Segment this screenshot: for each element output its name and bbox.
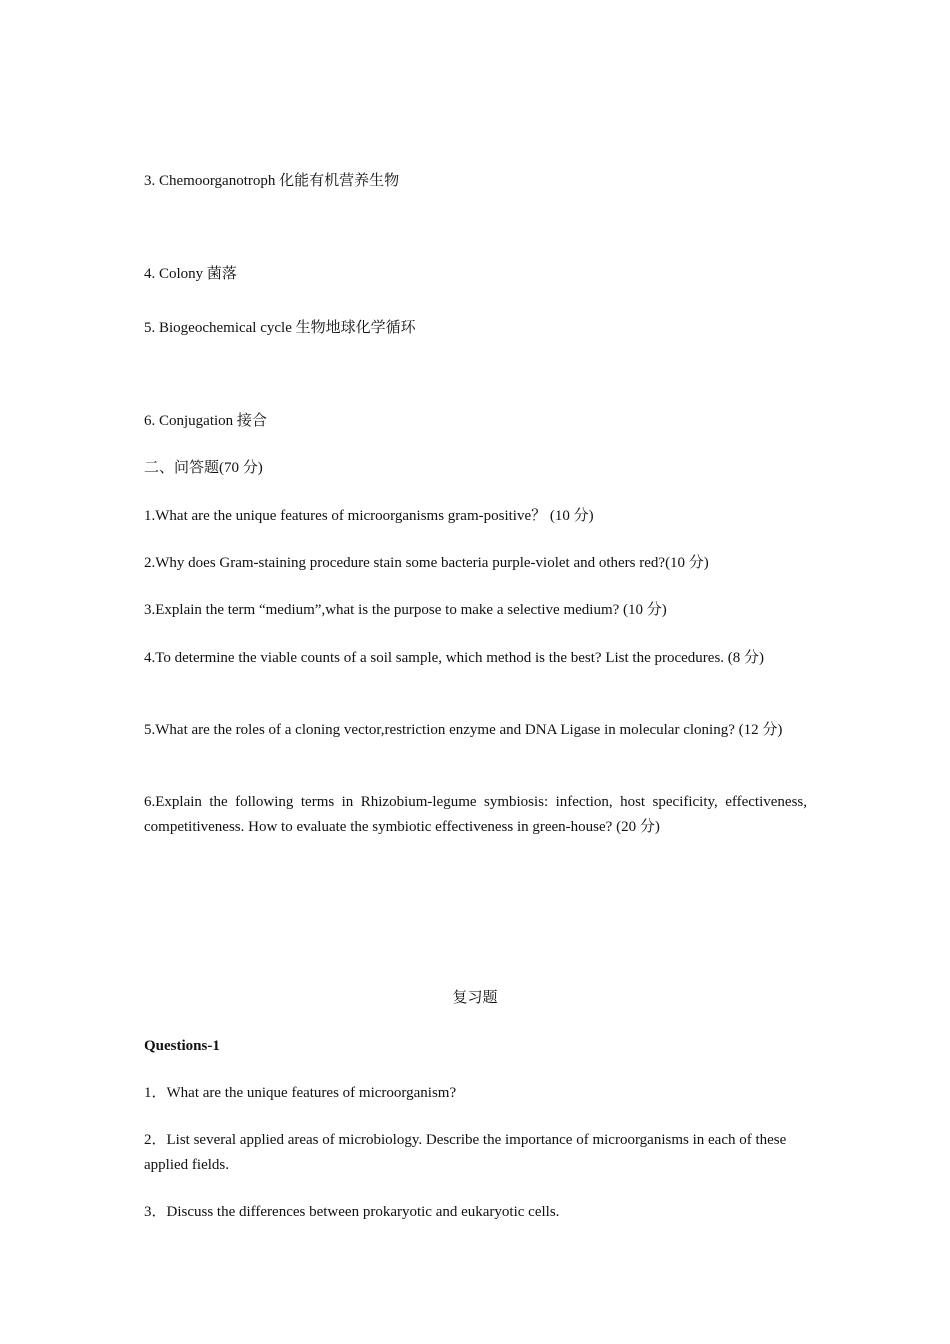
question-3: 3.Explain the term “medium”,what is the purpose to make a selective medium? (10 分) (144, 602, 667, 618)
question-1: 1.What are the unique features of microorganisms gram-positive？ (10 分) (144, 508, 594, 524)
section-heading-questions: 二、问答题(70 分) (144, 460, 263, 476)
review-subtitle: Questions-1 (144, 1038, 220, 1054)
term-conjugation: 6. Conjugation 接合 (144, 413, 267, 429)
question-2: 2.Why does Gram-staining procedure stain some bacteria purple-violet and others red?(10 分) (144, 555, 709, 571)
review-question-2: 2．List several applied areas of microbiology. Describe the importance of microorganisms in each of these applied fields. (144, 1132, 787, 1173)
review-title: 复习题 (452, 990, 498, 1006)
term-chemoorganotroph: 3. Chemoorganotroph 化能有机营养生物 (144, 173, 400, 189)
question-6: 6.Explain the following terms in Rhizobium-legume symbiosis: infection, host specificity, effectiveness, competitiveness. How to evaluate the symbiotic effectiveness in green-house? (20 分) (144, 794, 807, 835)
review-question-3: 3．Discuss the differences between prokaryotic and eukaryotic cells. (144, 1204, 560, 1220)
review-question-1: 1．What are the unique features of microorganism? (144, 1085, 457, 1101)
question-5: 5.What are the roles of a cloning vector,restriction enzyme and DNA Ligase in molecular cloning? (12 分) (144, 722, 783, 738)
term-colony: 4. Colony 菌落 (144, 266, 237, 282)
term-biogeochemical-cycle: 5. Biogeochemical cycle 生物地球化学循环 (144, 320, 416, 336)
question-4: 4.To determine the viable counts of a soil sample, which method is the best? List the procedures. (8 分) (144, 650, 765, 666)
